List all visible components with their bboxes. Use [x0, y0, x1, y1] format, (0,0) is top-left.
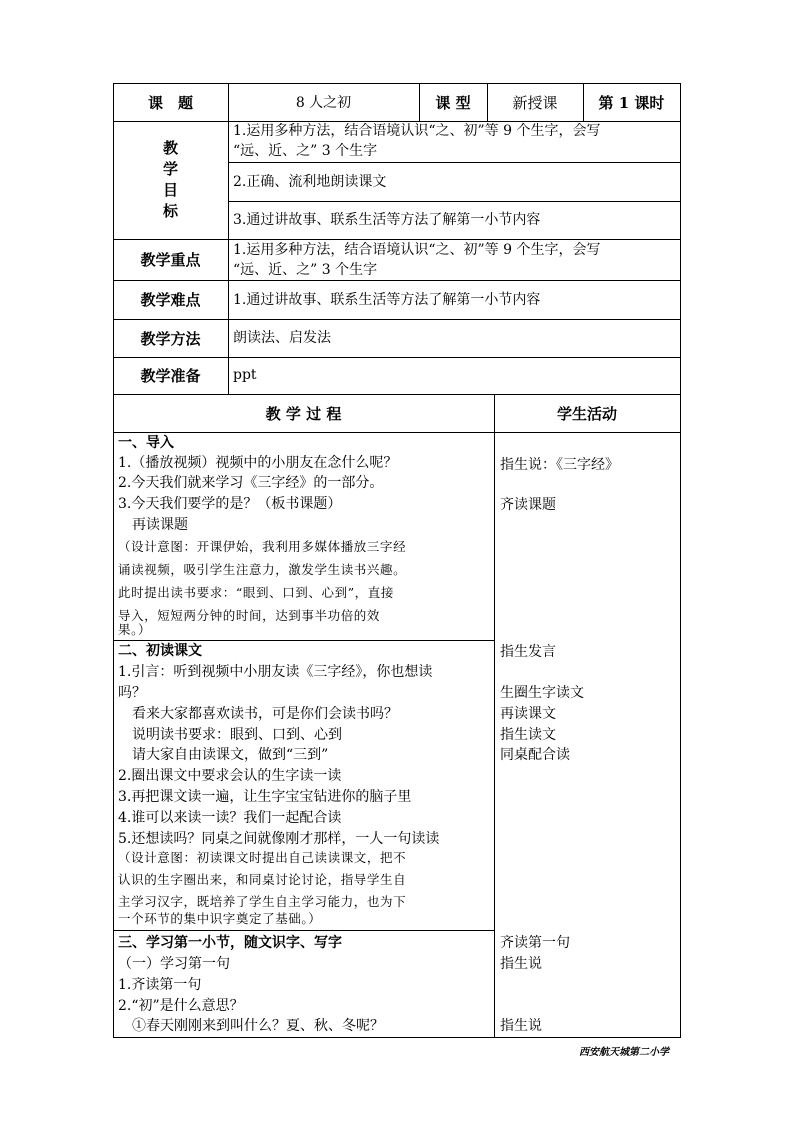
section2-design-note: 认识的生字圈出来，和同桌讨论讨论，指导学生自	[118, 872, 407, 887]
objectives-label	[113, 121, 228, 239]
section3-line: 2.“初”是什么意思？	[118, 998, 244, 1014]
lesson-title: 8 人之初	[295, 95, 352, 111]
section3-title: 三、学习第一小节，随文识字、写字	[118, 935, 342, 951]
key-points-line-1: 1.运用多种方法，结合语境认识“之、初”等 9 个生字，会写	[233, 242, 601, 258]
process-header: 教 学 过 程	[265, 404, 342, 423]
section3-line: （一）学习第一句	[118, 956, 230, 972]
section1-design-note: 此时提出读书要求：“眼到、口到、心到”，直接	[118, 585, 394, 600]
objectives-label-char: 教	[162, 139, 178, 157]
objectives-label-char: 标	[162, 202, 178, 220]
objectives-label-char: 目	[162, 181, 178, 199]
section1-line: 1.（播放视频）视频中的小朋友在念什么呢？	[118, 455, 398, 471]
difficulties-value: 1.通过讲故事、联系生活等方法了解第一小节内容	[233, 292, 541, 308]
section2-title: 二、初读课文	[118, 643, 202, 659]
section2-line: 5.还想读吗？同桌之间就像刚才那样，一人一句读读	[118, 831, 440, 847]
methods-label: 教学方法	[140, 329, 201, 348]
objective-1-line-2: “远、近、之” 3 个生字	[233, 143, 378, 159]
section2-line: 3.再把课文读一遍，让生字宝宝钻进你的脑子里	[118, 789, 412, 805]
objective-1-line-1: 1.运用多种方法，结合语境认识“之、初”等 9 个生字，会写	[233, 123, 601, 139]
period-value: 第 1 课时	[598, 93, 665, 112]
section2-line: 4.谁可以来读一读？我们一起配合读	[118, 810, 342, 826]
section1-design-note: 果。）	[118, 622, 152, 637]
section1-line: 2.今天我们就来学习《三字经》的一部分。	[118, 475, 384, 491]
section2-line: 吗？	[118, 685, 146, 701]
section1-line: 3.今天我们要学的是？（板书课题）	[118, 496, 342, 512]
section3-activity: 齐读第一句	[500, 935, 570, 951]
section2-design-note: 主学习汉字，既培养了学生自主学习能力，也为下	[118, 894, 407, 909]
section1-design-note: （设计意图：开课伊始，我利用多媒体播放三字经	[118, 539, 407, 554]
section2-line: 请大家自由读课文，做到“三到”	[118, 747, 329, 763]
lesson-label: 课 题	[147, 93, 193, 112]
preparation-value: ppt	[233, 367, 257, 383]
section1-activity: 齐读课题	[500, 497, 556, 513]
section1-title: 一、导入	[118, 435, 174, 451]
objective-2: 2.正确、流利地朗读课文	[233, 174, 387, 190]
type-label: 课 型	[435, 93, 471, 112]
section2-activity: 同桌配合读	[500, 747, 570, 763]
section1-design-note: 诵读视频，吸引学生注意力，激发学生读书兴趣。	[118, 562, 407, 577]
preparation-label: 教学准备	[140, 367, 201, 385]
section2-design-note: （设计意图：初读课文时提出自己读读课文，把不	[118, 850, 407, 865]
section2-activity: 指生读文	[500, 727, 556, 743]
key-points-label: 教学重点	[140, 251, 201, 269]
section2-activity: 指生发言	[500, 644, 556, 660]
section2-line: 看来大家都喜欢读书，可是你们会读书吗？	[118, 706, 398, 722]
difficulties-label: 教学难点	[140, 291, 201, 309]
section2-line: 1.引言：听到视频中小朋友读《三字经》，你也想读	[118, 664, 433, 680]
section3-line: 1.齐读第一句	[118, 977, 202, 993]
methods-value: 朗读法、启发法	[233, 330, 331, 346]
key-points-line-2: “远、近、之” 3 个生字	[233, 262, 378, 278]
section3-line: ①春天刚刚来到叫什么？夏、秋、冬呢？	[118, 1018, 384, 1034]
section2-line: 说明读书要求：眼到、口到、心到	[118, 727, 342, 743]
section3-activity: 指生说	[500, 1018, 542, 1034]
section3-activity: 指生说	[500, 956, 542, 972]
section1-line: 再读课题	[118, 517, 188, 533]
section2-activity: 生圈生字读文	[500, 685, 584, 701]
section1-activity: 指生说：《三字经》	[500, 457, 619, 473]
type-value: 新授课	[512, 93, 558, 112]
school-footer: 西安航天城第二小学	[579, 1047, 669, 1058]
section2-design-note: 一个环节的集中识字奠定了基础。）	[118, 911, 322, 926]
activity-header: 学生活动	[556, 404, 617, 423]
objectives-label-char: 学	[162, 160, 178, 178]
section2-line: 2.圈出课文中要求会认的生字读一读	[118, 768, 342, 784]
section2-activity: 再读课文	[500, 706, 556, 722]
objective-3: 3.通过讲故事、联系生活等方法了解第一小节内容	[233, 212, 541, 228]
section1-design-note: 导入，短短两分钟的时间，达到事半功倍的效	[118, 608, 381, 623]
